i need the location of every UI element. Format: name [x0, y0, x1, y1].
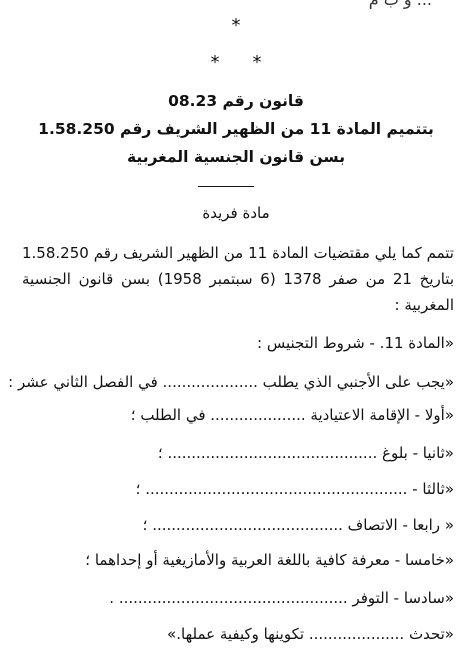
text-line: «ثانيا - بلوغ ............................................ ؛ — [157, 444, 454, 462]
star-separator-pair — [0, 54, 472, 72]
law-title: قانون رقم 08.23 — [168, 92, 304, 110]
law-subtitle-2: بسن قانون الجنسية المغربية — [126, 148, 346, 166]
text-line: « رابعا - الاتصاف ........................................ ؛ — [142, 516, 454, 534]
star-glyph: * — [210, 52, 220, 73]
text-line: «يجب على الأجنبي الذي يطلب .................... في الفصل الثاني عشر : — [8, 373, 454, 391]
law-subtitle: بتتميم المادة 11 من الظهير الشريف رقم 1.58.250 — [38, 120, 434, 138]
article-paragraph: تتمم كما يلي مقتضيات المادة 11 من الظهير الشريف رقم 1.58.250 بتاريخ 21 من صفر 1378 (6 سبتمبر 1958) بسن قانون الجنسية المغربية : — [22, 244, 455, 314]
text-line: «خامسا - معرفة كافية باللغة العربية والأمازيغية أو إحداهما ؛ — [85, 551, 454, 569]
star-separator-single — [0, 17, 472, 35]
star-glyph: * — [231, 15, 241, 36]
article-heading: مادة فريدة — [202, 204, 270, 222]
text-line: «سادسا - التوفر ................................................ . — [109, 589, 454, 607]
cut-off-top-text — [369, 0, 432, 9]
text-line: «أولا - الإقامة الاعتيادية .................... في الطلب ؛ — [130, 406, 454, 424]
text-line: «المادة 11. - شروط التجنيس : — [257, 334, 454, 352]
text-line: «ثالثا - ....................................................... ؛ — [135, 480, 454, 498]
text-line: «تحدث .................... تكوينها وكيفية عملها.» — [167, 625, 454, 643]
title-divider — [198, 186, 254, 187]
star-glyph: * — [252, 52, 262, 73]
